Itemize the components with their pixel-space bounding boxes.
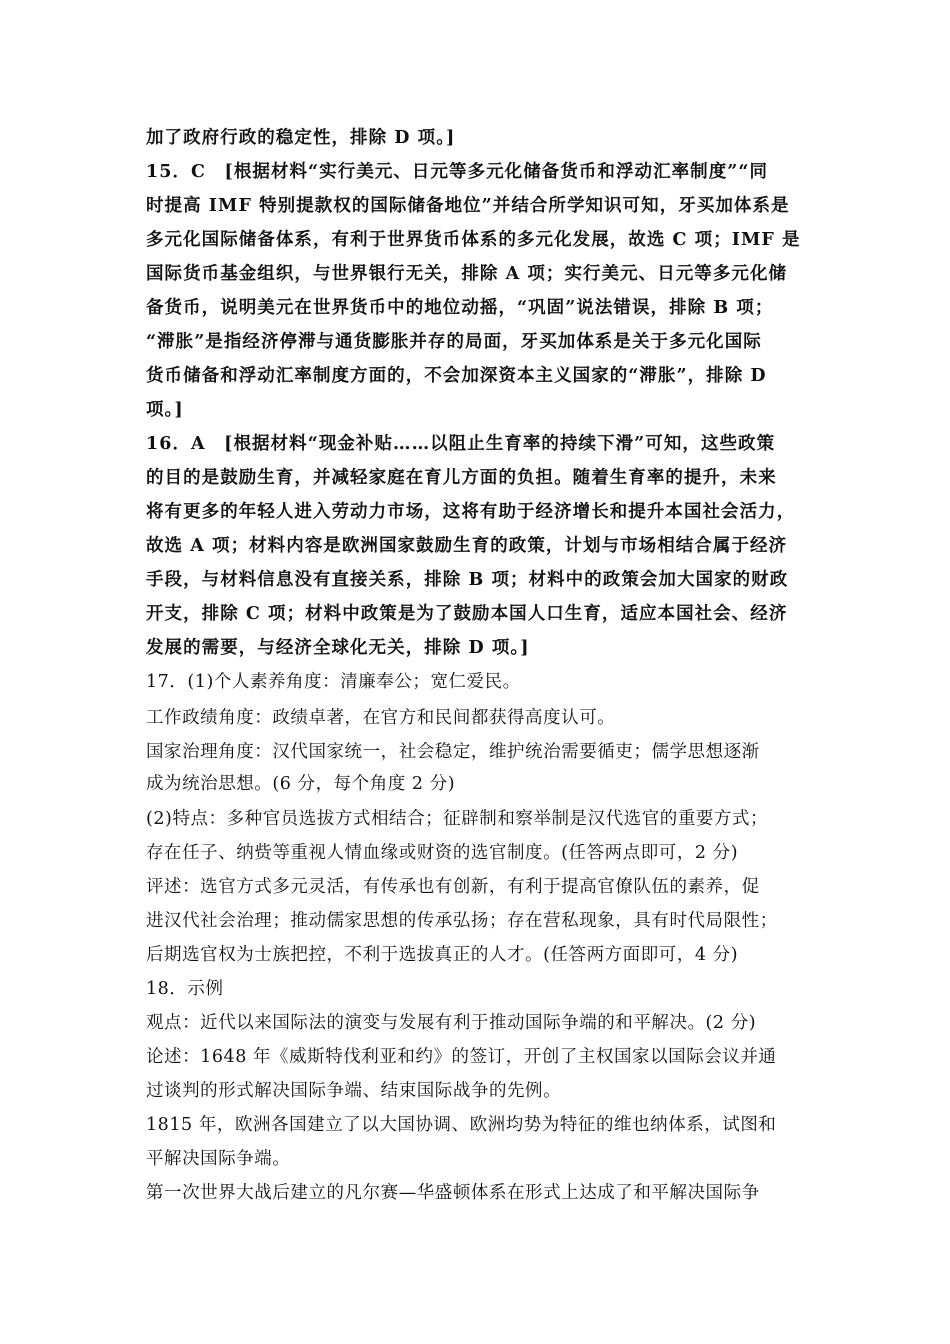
text-line: 时提高 IMF 特别提款权的国际储备地位”并结合所学知识可知，牙买加体系是 (146, 196, 790, 216)
text-line: 过谈判的形式解决国际争端、结束国际战争的先例。 (146, 1081, 562, 1101)
text-line: 存在任子、纳赀等重视人情血缘或财资的选官制度。(任答两点即可，2 分) (146, 843, 739, 863)
text-line: 成为统治思想。(6 分，每个角度 2 分) (146, 774, 456, 794)
text-line: 国家治理角度：汉代国家统一，社会稳定，维护统治需要循吏；儒学思想逐渐 (146, 742, 760, 762)
text-line: 15．C [根据材料“实行美元、日元等多元化储备货币和浮动汇率制度”“同 (146, 162, 769, 182)
text-line: 的目的是鼓励生育，并减轻家庭在育儿方面的负担。随着生育率的提升，未来 (146, 468, 777, 488)
text-line: 手段，与材料信息没有直接关系，排除 B 项；材料中的政策会加大国家的财政 (146, 570, 789, 590)
text-line: 平解决国际争端。 (146, 1149, 291, 1169)
text-line: 国际货币基金组织，与世界银行无关，排除 A 项；实行美元、日元等多元化储 (146, 264, 788, 284)
text-line: 多元化国际储备体系，有利于世界货币体系的多元化发展，故选 C 项；IMF 是 (146, 230, 801, 250)
text-line: 进汉代社会治理；推动儒家思想的传承弘扬；存在营私现象，具有时代局限性； (146, 911, 778, 931)
text-line: 将有更多的年轻人进入劳动力市场，这将有助于经济增长和提升本国社会活力， (146, 502, 796, 522)
text-line: 17．(1)个人素养角度：清廉奉公；宽仁爱民。 (146, 672, 521, 692)
text-line: 观点：近代以来国际法的演变与发展有利于推动国际争端的和平解决。(2 分) (146, 1013, 757, 1033)
text-line: (2)特点：多种官员选拔方式相结合；征辟制和察举制是汉代选官的重要方式； (146, 809, 769, 829)
text-line: “滞胀”是指经济停滞与通货膨胀并存的局面，牙买加体系是关于多元化国际 (146, 332, 762, 352)
text-line: 后期选官权为士族把控，不利于选拔真正的人才。(任答两方面即可，4 分) (146, 945, 739, 965)
text-line: 开支，排除 C 项；材料中政策是为了鼓励本国人口生育，适应本国社会、经济 (146, 604, 788, 624)
text-line: 发展的需要，与经济全球化无关，排除 D 项。] (146, 638, 530, 658)
text-line: 16．A [根据材料“现金补贴……以阻止生育率的持续下滑”可知，这些政策 (146, 434, 776, 454)
text-line: 备货币，说明美元在世界货币中的地位动摇，“巩固”说法错误，排除 B 项； (146, 298, 774, 318)
text-line: 工作政绩角度：政绩卓著，在官方和民间都获得高度认可。 (146, 708, 616, 728)
text-line: 第一次世界大战后建立的凡尔赛—华盛顿体系在形式上达成了和平解决国际争 (146, 1183, 760, 1203)
text-line: 货币储备和浮动汇率制度方面的，不会加深资本主义国家的“滞胀”，排除 D (146, 366, 767, 386)
text-line: 加了政府行政的稳定性，排除 D 项。] (146, 128, 456, 148)
text-line: 1815 年，欧洲各国建立了以大国协调、欧洲均势为特征的维也纳体系，试图和 (146, 1115, 777, 1135)
text-line: 故选 A 项；材料内容是欧洲国家鼓励生育的政策，计划与市场相结合属于经济 (146, 536, 788, 556)
text-line: 项。] (146, 400, 184, 420)
text-line: 论述：1648 年《威斯特伐利亚和约》的签订，开创了主权国家以国际会议并通 (146, 1047, 777, 1067)
text-line: 18．示例 (146, 979, 224, 999)
text-line: 评述：选官方式多元灵活，有传承也有创新，有利于提高官僚队伍的素养，促 (146, 877, 760, 897)
